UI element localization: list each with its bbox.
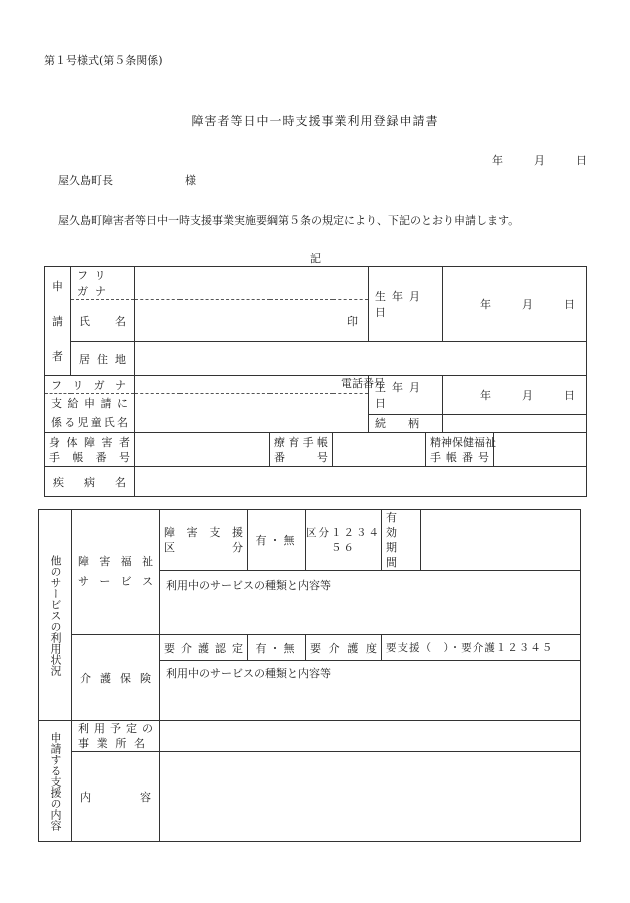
child-dob-field[interactable]: 年 月 日 (443, 376, 587, 415)
applicant-address-label: 居 住 地 (71, 342, 135, 376)
valid-period-label: 有 効 期 間 (382, 510, 421, 571)
office-label: 利 用 予 定 の 事 業 所 名 (72, 721, 160, 752)
office-field[interactable] (160, 721, 581, 752)
form-number: 第１号様式(第５条関係) (44, 54, 163, 67)
phone-label: 電話番号 (341, 376, 385, 390)
intro-text: 屋久島町障害者等日中一時支援事業実施要綱第５条の規定により、下記のとおり申請します。 (58, 214, 520, 227)
valid-period-field[interactable] (421, 510, 581, 571)
applicant-table (44, 266, 587, 497)
disease-field[interactable] (135, 467, 587, 497)
date-line: 年 月 日 (492, 154, 590, 167)
ryoiku-card-label: 療 育 手 帳 番 号 (270, 433, 333, 467)
content-label: 内 容 (72, 752, 160, 842)
applicant-furigana-field[interactable] (135, 267, 369, 300)
relation-label: 続 柄 (369, 414, 443, 432)
mental-card-field[interactable] (494, 433, 587, 467)
child-dob-label: 生年月日 (369, 376, 443, 415)
support-class-values[interactable]: 区分１２３４５６ (306, 510, 382, 571)
physical-card-field[interactable] (135, 433, 270, 467)
care-insurance-label: 介 護 保 険 (72, 635, 160, 721)
page-title: 障害者等日中一時支援事業利用登録申請書 (191, 114, 439, 128)
honorific: 様 (185, 174, 196, 187)
relation-field[interactable] (443, 414, 587, 432)
care-level-values[interactable]: 要支援（ ）・要介護１２３４５ (382, 635, 581, 661)
child-name-field[interactable] (135, 394, 369, 433)
applicant-side-label: 申 請 者 (45, 267, 71, 376)
addressee: 屋久島町長 (58, 174, 113, 187)
physical-card-label: 身 体 障 害 者 手 帳 番 号 (45, 433, 135, 467)
child-name-label: 支 給 申 請 に 係 る 児 童 氏 名 (45, 394, 135, 433)
applicant-name-label: 氏 名 (71, 300, 135, 342)
applicant-address-field[interactable] (135, 342, 587, 390)
support-yes-no[interactable]: 有・無 (248, 510, 306, 571)
services-table (38, 509, 581, 842)
requested-side-label: 申請する支援の内容 (39, 721, 72, 842)
child-furigana-label: フ リ ガ ナ (45, 376, 135, 394)
mental-card-label: 精 神 保 健 福 祉 手 帳 番 号 (426, 433, 494, 467)
applicant-name-field[interactable] (135, 300, 369, 342)
ki-label: 記 (310, 252, 321, 265)
care-level-label: 要 介 護 度 (306, 635, 382, 661)
other-services-side-label: 他のサービスの利用状況 (39, 510, 72, 721)
care-yes-no[interactable]: 有・無 (248, 635, 306, 661)
applicant-dob-label: 生年月日 (369, 267, 443, 342)
applicant-dob-field[interactable]: 年 月 日 (443, 267, 587, 342)
care-usage-field[interactable]: 利用中のサービスの種類と内容等 (160, 661, 581, 721)
seal-mark: 印 (347, 314, 358, 328)
applicant-furigana-label: フリガナ (71, 267, 135, 300)
care-cert-label: 要 介 護 認 定 (160, 635, 248, 661)
welfare-usage-field[interactable]: 利用中のサービスの種類と内容等 (160, 571, 581, 635)
disease-label: 疾 病 名 (45, 467, 135, 497)
ryoiku-card-field[interactable] (333, 433, 426, 467)
content-field[interactable] (160, 752, 581, 842)
support-class-label: 障 害 支 援 区 分 (160, 510, 248, 571)
child-furigana-field[interactable] (135, 376, 369, 394)
welfare-service-label: 障 害 福 祉 サ ー ビ ス (72, 510, 160, 635)
